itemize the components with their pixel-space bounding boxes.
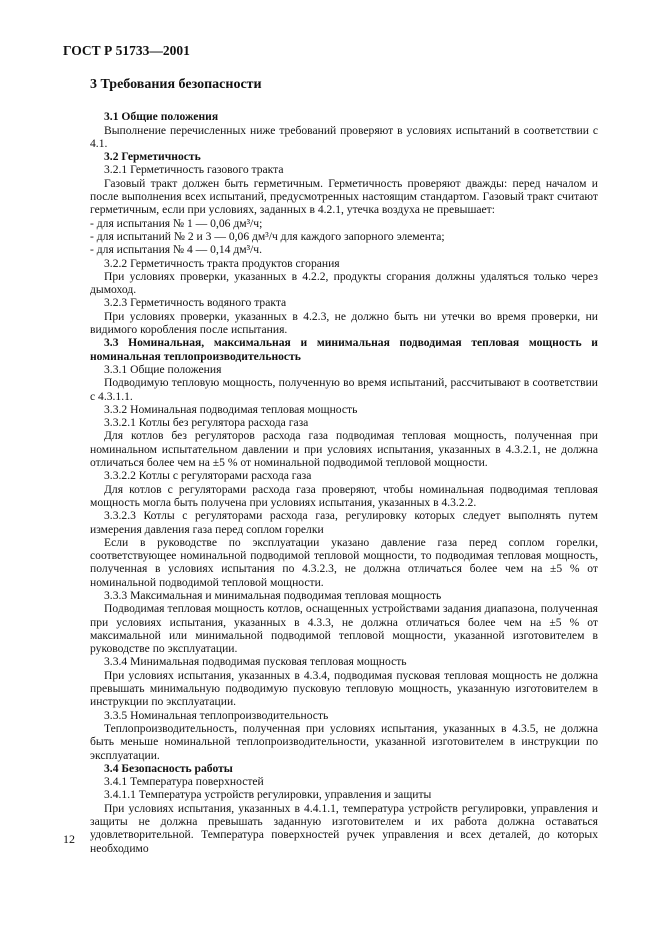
paragraph: Для котлов с регуляторами расхода газа проверяют, чтобы номинальная подводимая тепловая мощность могла быть получена при условиях испытания, указанных в 4.3.2.2.: [90, 482, 598, 509]
paragraph: Подводимая тепловая мощность котлов, оснащенных устройствами задания диапазона, полученная при условиях испытания, указанных в 4.3.3, не должна отличаться более чем на ±5 % от максимальной или минимальной подводимой тепловой мощности, указанной изготовителем в руководстве по эксплуатации.: [90, 602, 598, 656]
clause-heading: 3.3.1 Общие положения: [104, 362, 222, 376]
clause-heading: 3.3.4 Минимальная подводимая пусковая тепловая мощность: [104, 655, 407, 669]
document-header: ГОСТ Р 51733—2001: [63, 43, 190, 58]
list-item: - для испытаний № 2 и 3 — 0,06 дм³/ч для каждого запорного элемента;: [90, 229, 445, 243]
subsection-heading: 3.2 Герметичность: [104, 150, 201, 164]
clause-heading: 3.3.2.1 Котлы без регулятора расхода газа: [104, 416, 309, 430]
clause-heading: 3.3.5 Номинальная теплопроизводительность: [104, 708, 329, 722]
paragraph: Для котлов без регуляторов расхода газа подводимая тепловая мощность, полученная при номинальном испытательном давлении и при условиях испытания, указанных в 4.3.2.1, не должна отличаться более чем на ±5 % от номинальной подводимой тепловой мощности.: [90, 429, 598, 470]
paragraph: Газовый тракт должен быть герметичным. Герметичность проверяют дважды: перед началом и после выполнения всех испытаний, предусмотренных настоящим стандартом. Газовый тракт считают герметичным, если при условиях, заданных в 4.2.1, утечка воздуха не превышает:: [90, 176, 598, 217]
page-number: 12: [63, 832, 75, 846]
paragraph: Подводимую тепловую мощность, полученную во время испытаний, рассчитывают в соответствии с 4.3.1.1.: [90, 376, 598, 403]
clause-heading: 3.4.1.1 Температура устройств регулировки, управления и защиты: [104, 788, 432, 802]
clause-heading: 3.4.1 Температура поверхностей: [104, 775, 264, 789]
paragraph: При условиях испытания, указанных в 4.3.4, подводимая пусковая тепловая мощность не должна превышать минимальную подводимую пусковую тепловую мощность, указанную изготовителем в инструкции по эксплуатации.: [90, 668, 598, 709]
section-title: 3 Требования безопасности: [90, 77, 262, 92]
paragraph: Теплопроизводительность, полученная при условиях испытания, указанных в 4.3.5, не должна быть меньше номинальной теплопроизводительности, указанной изготовителем в инструкции по эксплуатации.: [90, 721, 598, 762]
subsection-heading: 3.1 Общие положения: [104, 110, 219, 124]
clause-heading: 3.2.2 Герметичность тракта продуктов сгорания: [104, 256, 340, 270]
paragraph: Если в руководстве по эксплуатации указано давление газа перед соплом горелки, соответствующее номинальной подводимой тепловой мощности, то подводимая тепловая мощность, полученная в условиях испытания по 4.3.2.3, не должна отличаться более чем на ±5 % от номинальной подводимой тепловой мощности.: [90, 535, 598, 589]
clause-heading: 3.2.1 Герметичность газового тракта: [104, 163, 284, 177]
list-item: - для испытания № 4 — 0,14 дм³/ч.: [90, 243, 263, 257]
list-item: - для испытания № 1 — 0,06 дм³/ч;: [90, 216, 263, 230]
clause-heading: 3.3.2.2 Котлы с регуляторами расхода газа: [104, 469, 312, 483]
subsection-heading: 3.4 Безопасность работы: [104, 761, 233, 775]
clause-heading: 3.3.2 Номинальная подводимая тепловая мощность: [104, 402, 358, 416]
paragraph: Выполнение перечисленных ниже требований проверяют в условиях испытаний в соответствии с 4.1.: [90, 123, 598, 150]
subsection-heading: 3.3 Номинальная, максимальная и минимальная подводимая тепловая мощность и номинальная теплопроизводительность: [90, 336, 598, 363]
paragraph: При условиях проверки, указанных в 4.2.2, продукты сгорания должны удаляться только через дымоход.: [90, 269, 598, 297]
clause-heading: 3.3.2.3 Котлы с регуляторами расхода газа, регулировку которых следует выполнять путем измерения давления газа перед соплом горелки: [90, 509, 598, 536]
page-body: [90, 72, 598, 855]
paragraph: При условиях испытания, указанных в 4.4.1.1, температура устройств регулировки, управления и защиты не должна превышать заданную изготовителем и их работа должна оставаться удовлетворительной. Температура поверхностей ручек управления и всех деталей, до которых необходимо: [90, 801, 598, 855]
clause-heading: 3.3.3 Максимальная и минимальная подводимая тепловая мощность: [104, 588, 442, 602]
paragraph: При условиях проверки, указанных в 4.2.3, не должно быть ни утечки во время проверки, ни видимого коробления после испытания.: [90, 309, 598, 337]
clause-heading: 3.2.3 Герметичность водяного тракта: [104, 296, 287, 310]
